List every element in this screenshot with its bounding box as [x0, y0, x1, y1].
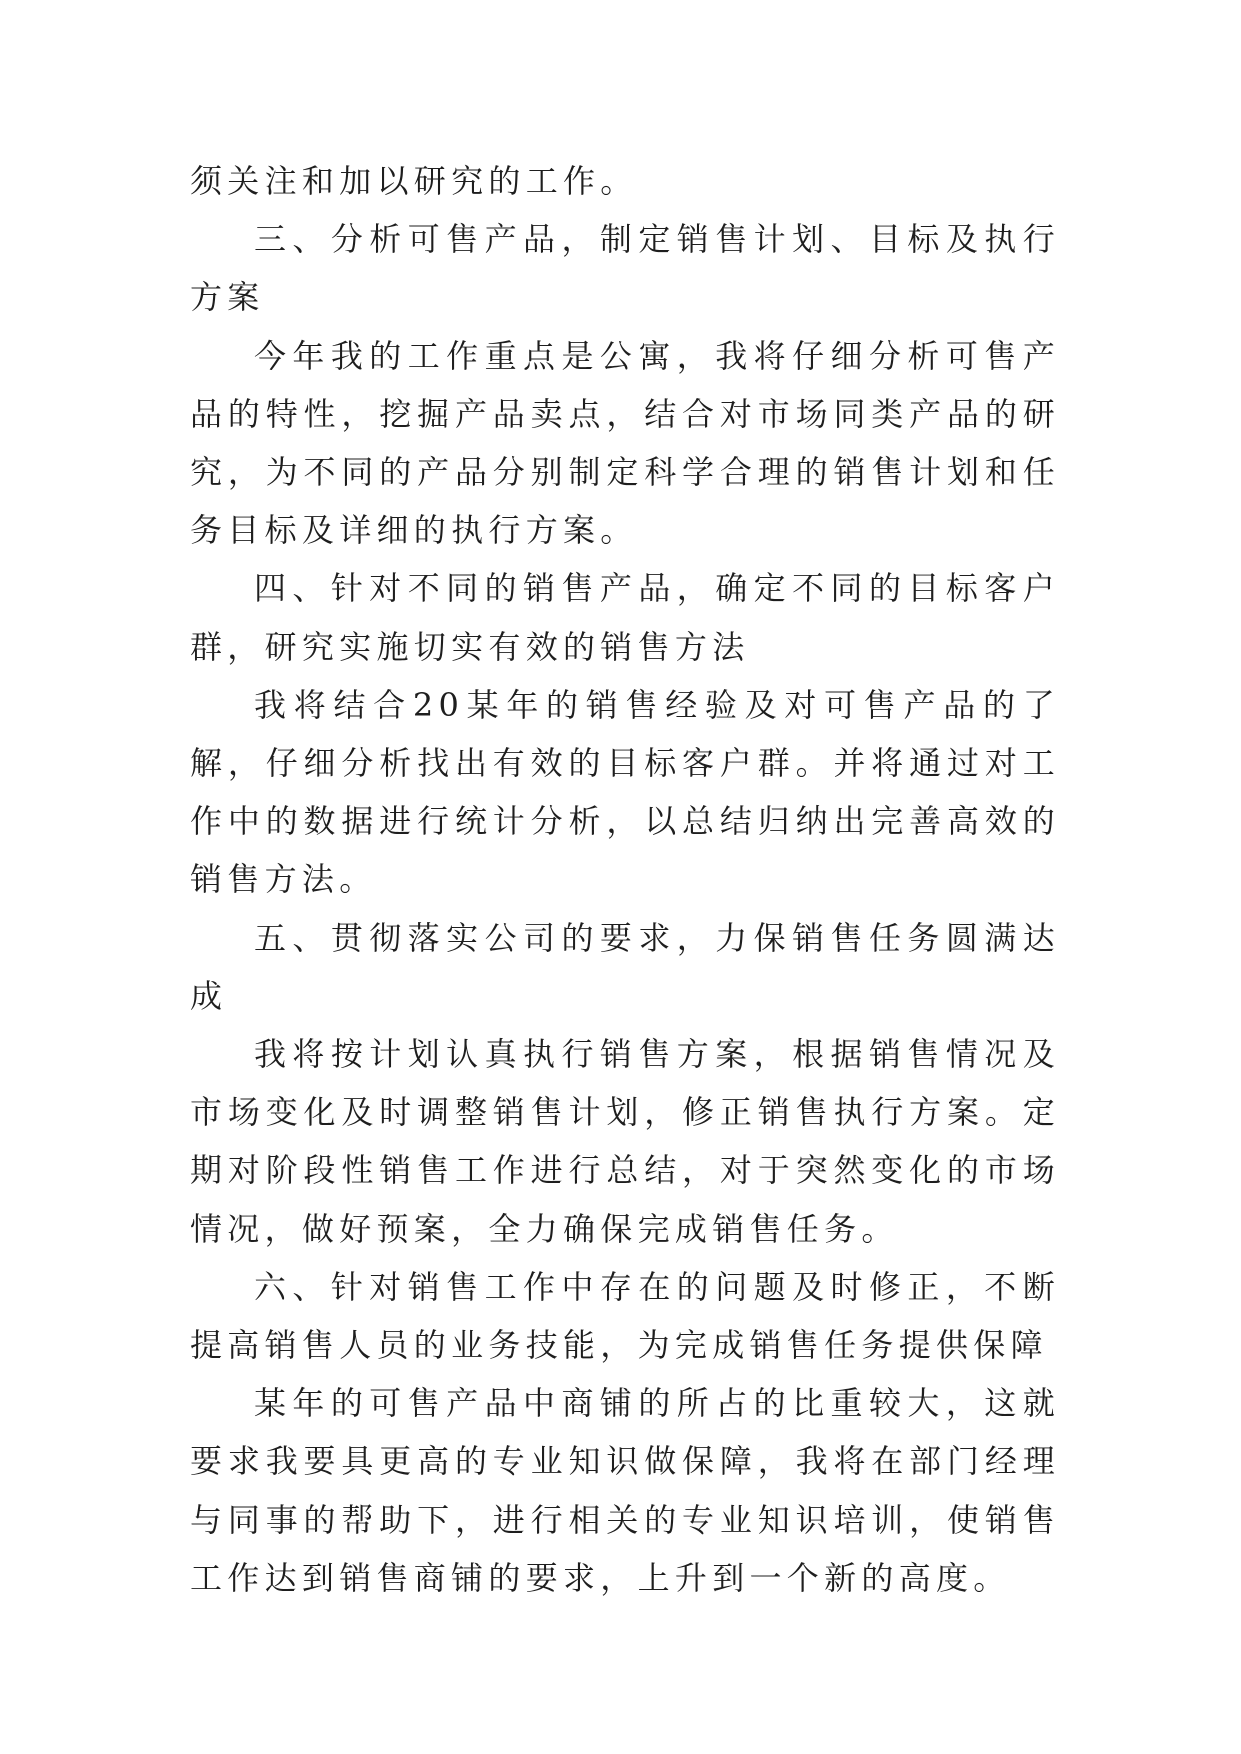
- section-heading-5: 五、贯彻落实公司的要求，力保销售任务圆满达成: [190, 918, 1060, 1015]
- section-heading-4: 四、针对不同的销售产品，确定不同的目标客户群，研究实施切实有效的销售方法: [190, 569, 1060, 666]
- section-heading-3: 三、分析可售产品，制定销售计划、目标及执行方案: [190, 220, 1060, 317]
- paragraph-section-5: 我将按计划认真执行销售方案，根据销售情况及市场变化及时调整销售计划，修正销售执行方案。定期对阶段性销售工作进行总结，对于突然变化的市场情况，做好预案，全力确保完成销售任务。: [190, 1035, 1060, 1248]
- paragraph-section-3: 今年我的工作重点是公寓，我将仔细分析可售产品的特性，挖掘产品卖点，结合对市场同类产品的研究，为不同的产品分别制定科学合理的销售计划和任务目标及详细的执行方案。: [190, 336, 1060, 550]
- paragraph-section-4: 我将结合20某年的销售经验及对可售产品的了解，仔细分析找出有效的目标客户群。并将通过对工作中的数据进行统计分析，以总结归纳出完善高效的销售方法。: [190, 685, 1060, 899]
- paragraph-section-6: 某年的可售产品中商铺的所占的比重较大，这就要求我要具更高的专业知识做保障，我将在部门经理与同事的帮助下，进行相关的专业知识培训，使销售工作达到销售商铺的要求，上升到一个新的高度。: [190, 1384, 1060, 1597]
- section-heading-6: 六、针对销售工作中存在的问题及时修正，不断提高销售人员的业务技能，为完成销售任务提供保障: [190, 1267, 1060, 1365]
- paragraph-continuation: 须关注和加以研究的工作。: [190, 162, 638, 200]
- document-body: [190, 152, 1060, 1607]
